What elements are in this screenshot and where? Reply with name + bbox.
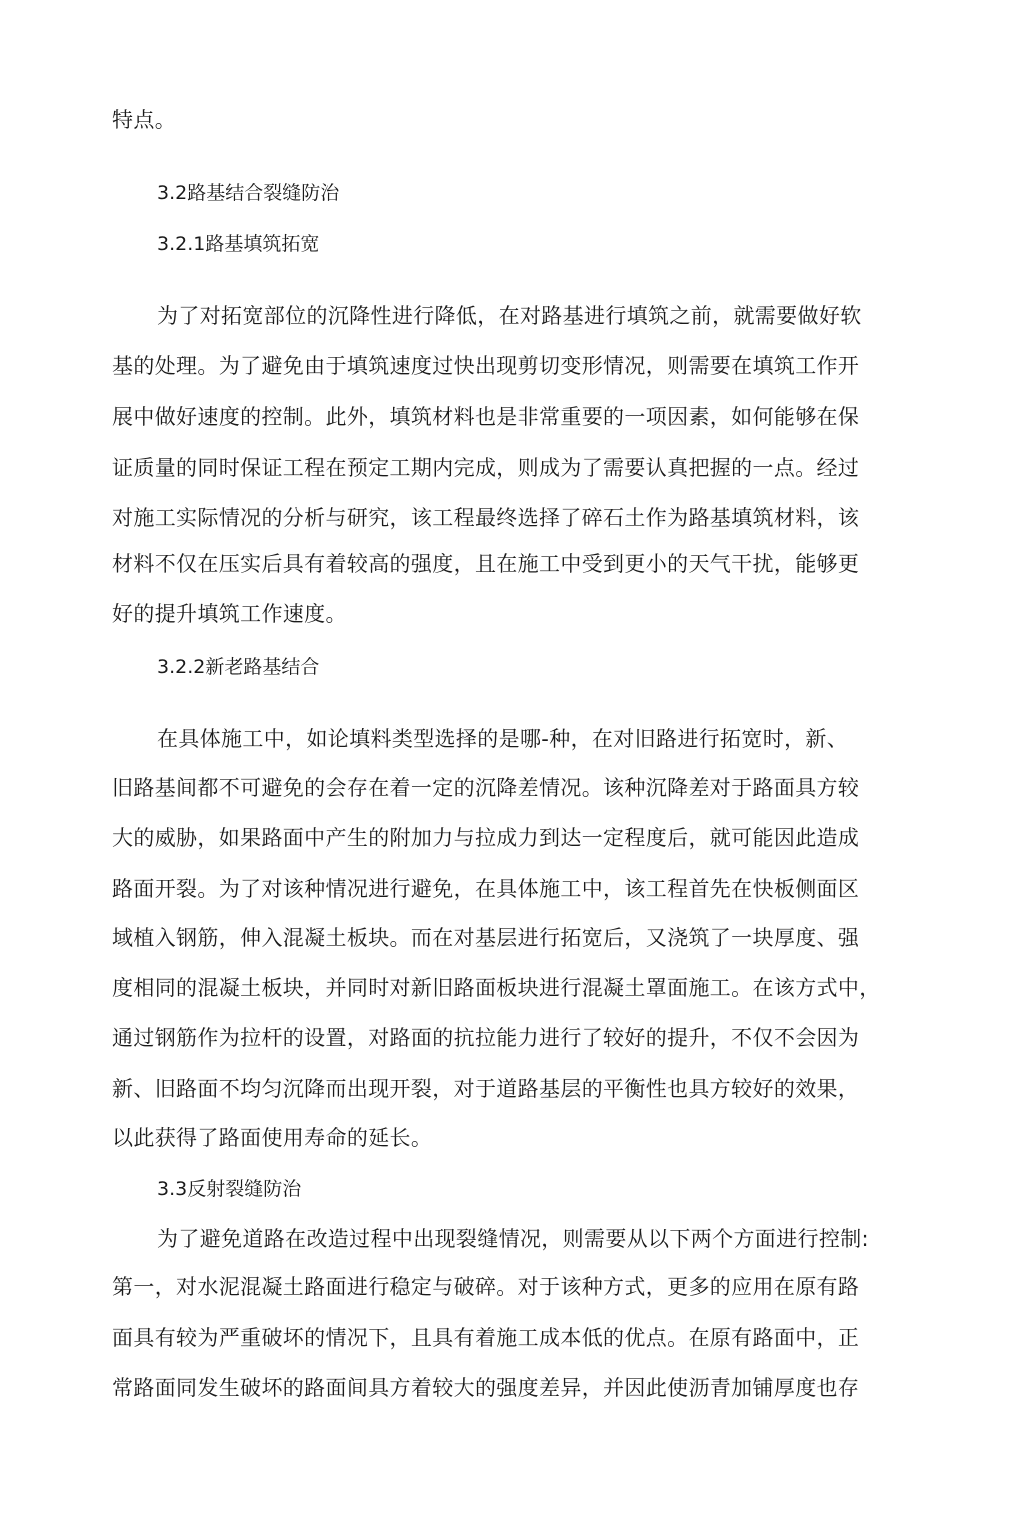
subsection-heading-3-2-1: 3.2.1路基填筑拓宽	[157, 233, 320, 255]
paragraph-line: 旧路基间都不可避免的会存在着一定的沉降差情况。该种沉降差对于路面具方较	[112, 776, 860, 800]
paragraph-line: 路面开裂。为了对该种情况进行避免，在具体施工中，该工程首先在快板侧面区	[112, 877, 860, 901]
section-heading-3-3: 3.3反射裂缝防治	[157, 1178, 302, 1200]
paragraph-line: 度相同的混凝土板块，并同时对新旧路面板块进行混凝土罩面施工。在该方式中，	[112, 976, 881, 1000]
paragraph-line: 为了避免道路在改造过程中出现裂缝情况，则需要从以下两个方面进行控制:	[157, 1227, 869, 1251]
paragraph-line: 在具体施工中，如论填料类型选择的是哪-种，在对旧路进行拓宽时，新、	[157, 727, 849, 751]
paragraph-line: 为了对拓宽部位的沉降性进行降低，在对路基进行填筑之前，就需要做好软	[157, 304, 862, 328]
intro-tail-text: 特点。	[112, 108, 177, 132]
paragraph-line: 大的威胁，如果路面中产生的附加力与拉成力到达一定程度后，就可能因此造成	[112, 826, 860, 850]
paragraph-line: 新、旧路面不均匀沉降而出现开裂，对于道路基层的平衡性也具方较好的效果，	[112, 1077, 860, 1101]
paragraph-line: 域植入钢筋，伸入混凝土板块。而在对基层进行拓宽后，又浇筑了一块厚度、强	[112, 926, 860, 950]
paragraph-line: 常路面同发生破坏的路面间具方着较大的强度差异，并因此使沥青加铺厚度也存	[112, 1376, 860, 1400]
paragraph-line: 面具有较为严重破坏的情况下，且具有着施工成本低的优点。在原有路面中，正	[112, 1326, 860, 1350]
paragraph-line: 通过钢筋作为拉杆的设置，对路面的抗拉能力进行了较好的提升，不仅不会因为	[112, 1026, 860, 1050]
subsection-heading-3-2-2: 3.2.2新老路基结合	[157, 656, 320, 678]
paragraph-line: 对施工实际情况的分析与研究，该工程最终选择了碎石土作为路基填筑材料，该	[112, 506, 860, 530]
paragraph-line: 材料不仅在压实后具有着较高的强度，且在施工中受到更小的天气干扰，能够更	[112, 552, 860, 576]
section-heading-3-2: 3.2路基结合裂缝防治	[157, 182, 340, 204]
paragraph-line: 基的处理。为了避免由于填筑速度过快出现剪切变形情况，则需要在填筑工作开	[112, 354, 860, 378]
paragraph-line: 展中做好速度的控制。此外，填筑材料也是非常重要的一项因素，如何能够在保	[112, 405, 860, 429]
paragraph-line: 证质量的同时保证工程在预定工期内完成，则成为了需要认真把握的一点。经过	[112, 456, 860, 480]
paragraph-line: 第一，对水泥混凝土路面进行稳定与破碎。对于该种方式，更多的应用在原有路	[112, 1275, 860, 1299]
paragraph-line: 好的提升填筑工作速度。	[112, 602, 347, 626]
paragraph-line: 以此获得了路面使用寿命的延长。	[112, 1126, 433, 1150]
